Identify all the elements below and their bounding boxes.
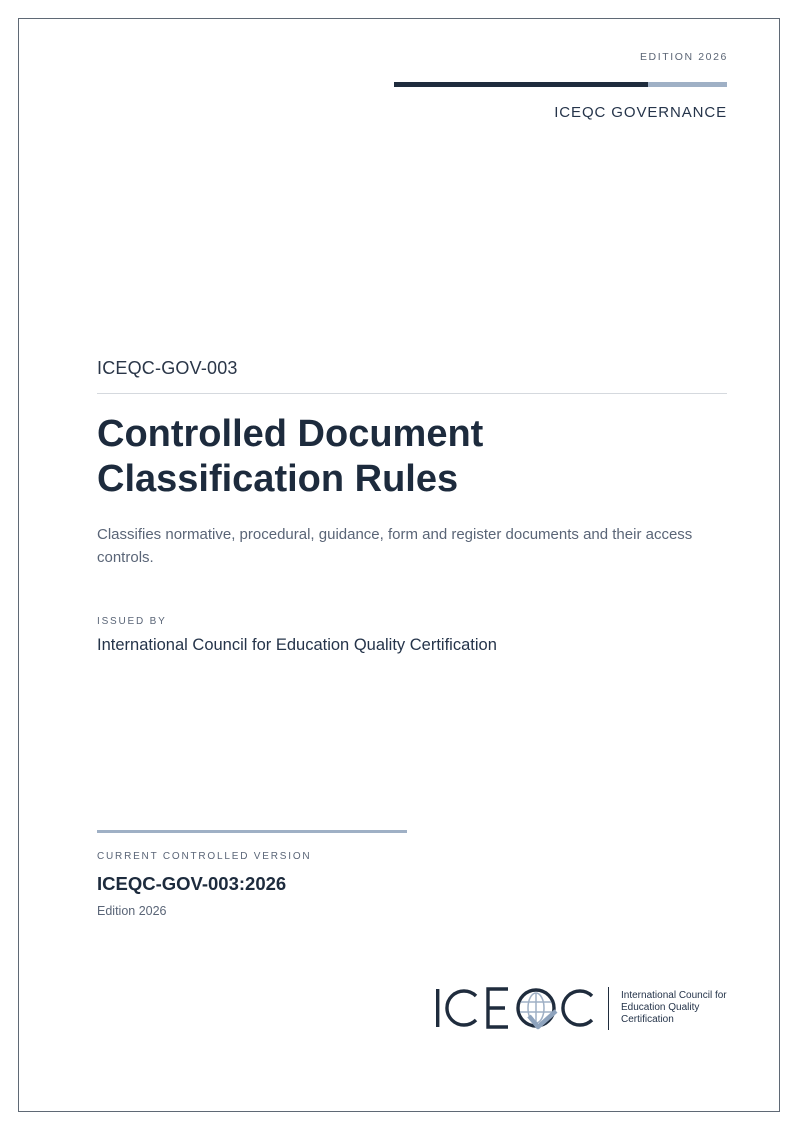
iceqc-wordmark (432, 984, 602, 1034)
document-title (97, 412, 697, 502)
governance-label: ICEQC GOVERNANCE (554, 104, 727, 121)
version-code: ICEQC-GOV-003:2026 (97, 873, 287, 894)
logo-divider (608, 987, 609, 1030)
header-accent-bar (394, 82, 727, 87)
version-edition: Edition 2026 (97, 904, 167, 918)
document-subtitle: Classifies normative, procedural, guidance, form and register documents and their access controls. (97, 526, 693, 566)
accent-bar-light (648, 82, 727, 87)
issued-by-label: ISSUED BY (97, 616, 167, 627)
version-divider (97, 830, 407, 833)
globe-check-icon (518, 990, 556, 1027)
title-line-2: Classification Rules (97, 458, 459, 500)
title-line-1: Controlled Document (97, 413, 484, 455)
current-version-label: CURRENT CONTROLLED VERSION (97, 851, 312, 862)
edition-label: EDITION 2026 (639, 51, 728, 63)
document-code: ICEQC-GOV-003 (97, 358, 238, 378)
logo-text-line-2: Education Quality (621, 1002, 700, 1013)
issuer-name: International Council for Education Quality Certification (97, 636, 497, 654)
divider (97, 393, 727, 394)
logo-text-line-1: International Council for (621, 990, 727, 1001)
logo-text-line-3: Certification (621, 1014, 674, 1025)
accent-bar-dark (394, 82, 648, 87)
iceqc-logo (432, 984, 732, 1034)
logo-text (621, 990, 741, 1026)
